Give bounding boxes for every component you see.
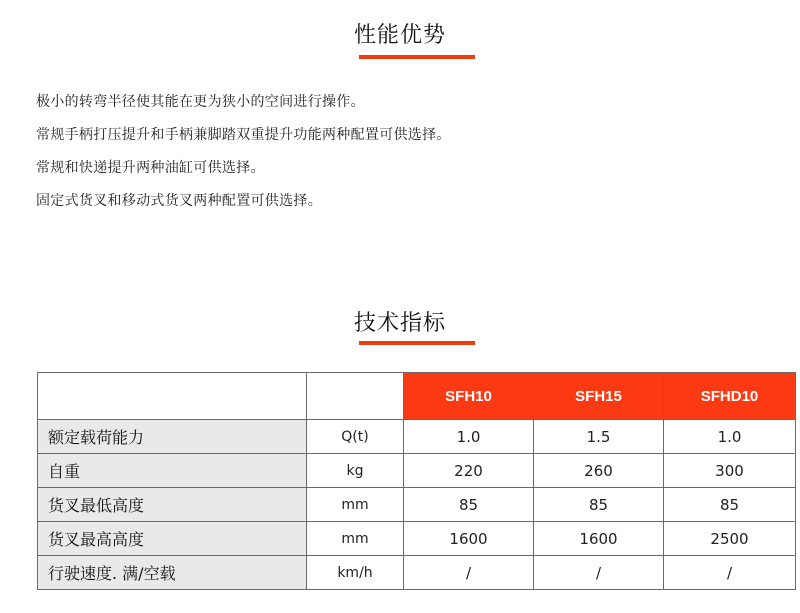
advantage-item: 常规和快递提升两种油缸可供选择。: [36, 160, 265, 176]
specs-title: 技术指标: [353, 311, 446, 336]
row-label: 行驶速度. 满/空载: [38, 556, 307, 590]
table-row: [38, 522, 796, 556]
row-unit: kg: [307, 454, 404, 488]
specs-table: [37, 372, 796, 590]
row-value: 1.5: [534, 420, 664, 454]
row-unit: km/h: [307, 556, 404, 590]
row-unit: mm: [307, 488, 404, 522]
table-row: [38, 488, 796, 522]
row-value: 85: [404, 488, 534, 522]
row-label: 自重: [38, 454, 307, 488]
advantages-title: 性能优势: [353, 23, 446, 48]
header-blank-cell: [38, 373, 307, 420]
row-value: 1.0: [664, 420, 796, 454]
model-header: SFH10: [404, 373, 534, 420]
row-label: 货叉最高高度: [38, 522, 307, 556]
row-value: 1600: [534, 522, 664, 556]
table-row: [38, 420, 796, 454]
row-value: /: [534, 556, 664, 590]
specs-title-underline: [359, 341, 475, 345]
model-header: SFH15: [534, 373, 664, 420]
row-value: 260: [534, 454, 664, 488]
table-row: [38, 454, 796, 488]
row-value: 1600: [404, 522, 534, 556]
row-unit: mm: [307, 522, 404, 556]
row-value: 2500: [664, 522, 796, 556]
row-label: 额定载荷能力: [38, 420, 307, 454]
advantages-title-underline: [359, 55, 475, 59]
row-value: 300: [664, 454, 796, 488]
advantage-item: 固定式货叉和移动式货叉两种配置可供选择。: [36, 193, 322, 209]
row-value: 85: [534, 488, 664, 522]
specs-header-row: [38, 373, 796, 420]
row-label: 货叉最低高度: [38, 488, 307, 522]
row-value: 1.0: [404, 420, 534, 454]
advantage-item: 极小的转弯半径使其能在更为狭小的空间进行操作。: [36, 94, 365, 110]
table-row: [38, 556, 796, 590]
row-value: /: [664, 556, 796, 590]
row-value: /: [404, 556, 534, 590]
model-header: SFHD10: [664, 373, 796, 420]
row-value: 220: [404, 454, 534, 488]
row-unit: Q(t): [307, 420, 404, 454]
row-value: 85: [664, 488, 796, 522]
advantages-list: [36, 92, 451, 224]
header-unit-cell: [307, 373, 404, 420]
advantage-item: 常规手柄打压提升和手柄兼脚踏双重提升功能两种配置可供选择。: [36, 127, 451, 143]
